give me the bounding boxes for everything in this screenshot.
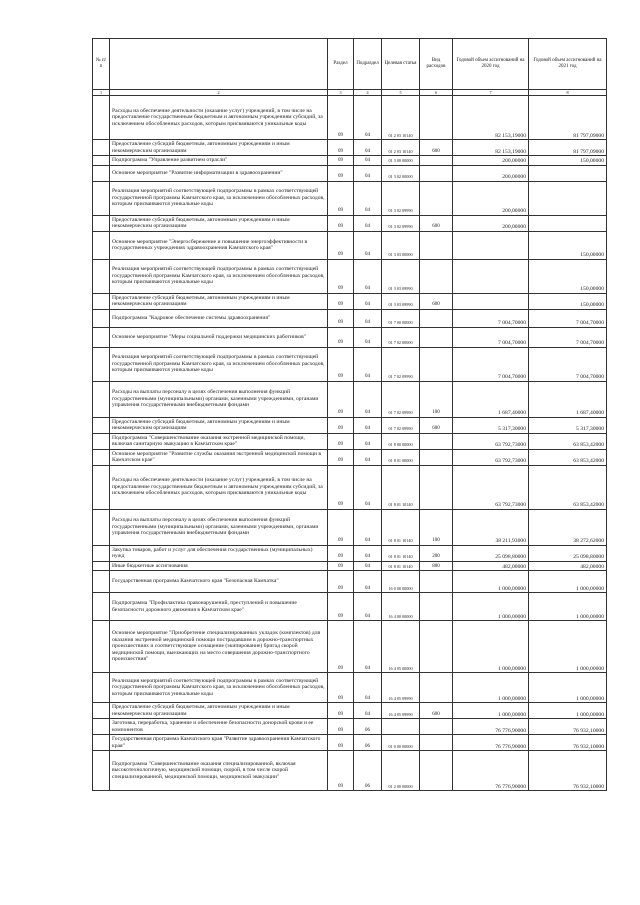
cell-num (93, 719, 110, 735)
cell-amount-2021: 1 687,40000 (529, 381, 607, 417)
col-number: 5 (382, 90, 420, 96)
cell-amount-2021: 81 797,09000 (529, 96, 607, 140)
cell-expense: 100 (420, 381, 453, 417)
table-row (93, 327, 607, 347)
cell-subsection: 04 (354, 593, 382, 621)
cell-section: 09 (328, 165, 354, 181)
cell-amount-2020 (453, 259, 529, 293)
cell-num (93, 735, 110, 751)
cell-subsection: 04 (354, 215, 382, 231)
cell-expense (420, 259, 453, 293)
cell-name: Основное мероприятие "Энергосбережение и повышение энергоэффективности в государственных учреждениях здравоохранения Камчатского края" (110, 231, 328, 259)
cell-amount-2020: 76 776,90000 (453, 719, 529, 735)
cell-subsection: 04 (354, 509, 382, 545)
cell-section: 09 (328, 673, 354, 703)
cell-section: 09 (328, 231, 354, 259)
cell-num (93, 96, 110, 140)
cell-section: 09 (328, 381, 354, 417)
cell-subsection: 04 (354, 259, 382, 293)
cell-target: 01 3 02 00000 (382, 165, 420, 181)
cell-amount-2020: 200,00000 (453, 165, 529, 181)
cell-expense (420, 327, 453, 347)
cell-subsection: 06 (354, 735, 382, 751)
cell-expense: 600 (420, 703, 453, 719)
cell-num (93, 449, 110, 465)
cell-num (93, 309, 110, 327)
cell-num (93, 381, 110, 417)
cell-amount-2020: 1 000,00000 (453, 571, 529, 593)
cell-target: 01 8 01 10140 (382, 509, 420, 545)
col-number: 2 (110, 90, 328, 96)
cell-target: 01 7 02 09990 (382, 347, 420, 381)
header-target: Целевая статья (382, 39, 420, 90)
cell-amount-2021: 150,00000 (529, 259, 607, 293)
cell-name: Реализация мероприятий соответствующей подпрограммы в рамках соответствующей государственной программы Камчатского края, за исключением обособленных расходов, которым присваиваются уникальные коды (110, 259, 328, 293)
cell-target: 01 7 02 09990 (382, 417, 420, 433)
cell-num (93, 673, 110, 703)
cell-section: 09 (328, 449, 354, 465)
cell-target: 01 3 02 09990 (382, 181, 420, 215)
header-row (93, 39, 607, 90)
cell-target: 16 0 00 00000 (382, 571, 420, 593)
table-row (93, 165, 607, 181)
cell-section: 09 (328, 509, 354, 545)
cell-target: 01 7 02 00000 (382, 327, 420, 347)
cell-section: 09 (328, 96, 354, 140)
table-body (93, 96, 607, 791)
cell-amount-2021: 482,00000 (529, 561, 607, 571)
cell-section: 09 (328, 571, 354, 593)
cell-amount-2021: 76 932,10000 (529, 751, 607, 791)
cell-num (93, 417, 110, 433)
cell-subsection: 06 (354, 751, 382, 791)
table-row (93, 465, 607, 509)
cell-name: Подпрограмма "Совершенствование оказания экстренной медицинской помощи, включая санитарную эвакуацию в Камчатском крае" (110, 433, 328, 449)
cell-expense (420, 96, 453, 140)
cell-amount-2020: 76 776,90000 (453, 751, 529, 791)
cell-name: Реализация мероприятий соответствующей подпрограммы в рамках соответствующей государственной программы Камчатского края, за исключением обособленных расходов, которым присваиваются уникальные коды (110, 673, 328, 703)
cell-subsection: 04 (354, 381, 382, 417)
cell-target: 01 7 02 09990 (382, 381, 420, 417)
cell-section: 09 (328, 347, 354, 381)
budget-sheet (92, 38, 606, 791)
cell-target: 01 3 02 09990 (382, 215, 420, 231)
cell-name: Предоставление субсидий бюджетным, автономным учреждениям и иным некоммерческим организациям (110, 215, 328, 231)
cell-section: 09 (328, 465, 354, 509)
cell-amount-2021: 76 932,10000 (529, 719, 607, 735)
cell-section: 09 (328, 140, 354, 156)
cell-amount-2021: 7 004,70000 (529, 327, 607, 347)
cell-section: 09 (328, 719, 354, 735)
header-num: № п/п (93, 39, 110, 90)
table-row (93, 509, 607, 545)
cell-expense (420, 309, 453, 327)
cell-expense: 600 (420, 215, 453, 231)
cell-amount-2020: 7 004,70000 (453, 347, 529, 381)
cell-expense: 100 (420, 509, 453, 545)
cell-subsection: 04 (354, 673, 382, 703)
cell-amount-2020: 63 792,73000 (453, 465, 529, 509)
cell-name: Основное мероприятие "Развитие информатизации в здравоохранении" (110, 165, 328, 181)
cell-name: Предоставление субсидий бюджетным, автономным учреждениям и иным некоммерческим организациям (110, 140, 328, 156)
cell-target: 01 2 03 10140 (382, 96, 420, 140)
cell-amount-2021: 1 000,00000 (529, 571, 607, 593)
cell-expense: 600 (420, 417, 453, 433)
cell-name: Расходы на обеспечение деятельности (оказание услуг) учреждений, в том числе на предоставление государственным бюджетным и автономным учреждениям субсидий, за исключением обособленных расходов, которым присваиваются уникальные коды (110, 96, 328, 140)
cell-num (93, 156, 110, 166)
header-section: Раздел (328, 39, 354, 90)
cell-section: 09 (328, 703, 354, 719)
table-row (93, 545, 607, 561)
col-number: 3 (328, 90, 354, 96)
table-row (93, 561, 607, 571)
cell-expense (420, 156, 453, 166)
cell-amount-2021 (529, 165, 607, 181)
cell-target: 16 4 00 00000 (382, 593, 420, 621)
cell-expense (420, 751, 453, 791)
col-number: 6 (420, 90, 453, 96)
cell-subsection: 04 (354, 621, 382, 673)
header-name (110, 39, 328, 90)
cell-amount-2021: 150,00000 (529, 293, 607, 309)
cell-subsection: 04 (354, 417, 382, 433)
cell-subsection: 04 (354, 545, 382, 561)
cell-amount-2021: 1 000,00000 (529, 703, 607, 719)
cell-section: 09 (328, 181, 354, 215)
cell-amount-2020: 1 000,00000 (453, 593, 529, 621)
cell-expense (420, 735, 453, 751)
cell-name: Основное мероприятие "Приобретение специализированных укладок (комплектов) для оказания экстренной медицинской помощи пострадавшим в дорожно-транспортных происшествиях и соответствующее оснащение (экипирование) бригад скорой медицинской помощи, выезжающих на место совершения дорожно-транспортного происшествия" (110, 621, 328, 673)
cell-expense (420, 673, 453, 703)
cell-subsection: 04 (354, 571, 382, 593)
cell-section: 09 (328, 215, 354, 231)
header-expense: Вид расходов (420, 39, 453, 90)
cell-subsection: 04 (354, 231, 382, 259)
cell-amount-2020: 63 792,73000 (453, 449, 529, 465)
table-row (93, 735, 607, 751)
cell-name: Расходы на выплаты персоналу в целях обеспечения выполнения функций государственными (муниципальными) органами, казенными учреждениями, органами управления государственными внебюджетными фондами (110, 381, 328, 417)
cell-subsection: 04 (354, 96, 382, 140)
cell-subsection: 04 (354, 309, 382, 327)
cell-section: 09 (328, 561, 354, 571)
cell-section: 09 (328, 621, 354, 673)
cell-name: Подпрограмма "Совершенствование оказания специализированной, включая высокотехнологичную, медицинской помощи, скорой, в том числе скорой специализированной, медицинской помощи, медицинской эвакуации" (110, 751, 328, 791)
cell-section: 09 (328, 593, 354, 621)
cell-num (93, 259, 110, 293)
cell-name: Предоставление субсидий бюджетным, автономным учреждениям и иным некоммерческим организациям (110, 293, 328, 309)
cell-num (93, 181, 110, 215)
cell-target: 01 7 00 00000 (382, 309, 420, 327)
cell-target: 01 3 03 00000 (382, 231, 420, 259)
cell-amount-2021: 38 272,62000 (529, 509, 607, 545)
table-row (93, 215, 607, 231)
cell-num (93, 571, 110, 593)
cell-amount-2020: 63 792,73000 (453, 433, 529, 449)
cell-expense (420, 181, 453, 215)
cell-subsection: 04 (354, 181, 382, 215)
col-number: 1 (93, 90, 110, 96)
cell-name: Подпрограмма "Управление развитием отрасли" (110, 156, 328, 166)
cell-section: 09 (328, 293, 354, 309)
cell-amount-2021: 150,00000 (529, 156, 607, 166)
cell-section: 09 (328, 417, 354, 433)
cell-amount-2020: 7 004,70000 (453, 309, 529, 327)
cell-amount-2021: 1 000,00000 (529, 673, 607, 703)
cell-subsection: 04 (354, 327, 382, 347)
cell-amount-2020: 200,00000 (453, 215, 529, 231)
cell-name: Реализация мероприятий соответствующей подпрограммы в рамках соответствующей государственной программы Камчатского края, за исключением обособленных расходов, которым присваиваются уникальные коды (110, 181, 328, 215)
cell-subsection: 04 (354, 156, 382, 166)
cell-section: 09 (328, 156, 354, 166)
cell-amount-2020 (453, 293, 529, 309)
cell-amount-2020: 5 317,30000 (453, 417, 529, 433)
cell-amount-2021: 81 797,09000 (529, 140, 607, 156)
cell-name: Подпрограмма "Кадровое обеспечение системы здравоохранения" (110, 309, 328, 327)
cell-amount-2020: 25 098,80000 (453, 545, 529, 561)
table-row (93, 751, 607, 791)
cell-num (93, 465, 110, 509)
table-row (93, 96, 607, 140)
header-subsection: Подраздел (354, 39, 382, 90)
cell-subsection: 04 (354, 347, 382, 381)
cell-num (93, 561, 110, 571)
cell-amount-2021 (529, 215, 607, 231)
cell-target: 01 8 01 10140 (382, 465, 420, 509)
cell-expense: 200 (420, 545, 453, 561)
cell-amount-2021 (529, 181, 607, 215)
cell-amount-2020: 200,00000 (453, 181, 529, 215)
cell-num (93, 165, 110, 181)
cell-target: 16 4 05 09990 (382, 703, 420, 719)
cell-amount-2021: 5 317,30000 (529, 417, 607, 433)
table-row (93, 381, 607, 417)
table-header (93, 39, 607, 96)
cell-name: Основное мероприятие "Меры социальной поддержки медицинских работников" (110, 327, 328, 347)
cell-expense (420, 449, 453, 465)
cell-num (93, 509, 110, 545)
table-row (93, 703, 607, 719)
cell-amount-2020: 1 000,00000 (453, 703, 529, 719)
col-number: 4 (354, 90, 382, 96)
cell-target: 01 3 03 09990 (382, 293, 420, 309)
cell-amount-2021: 1 000,00000 (529, 621, 607, 673)
cell-expense: 600 (420, 293, 453, 309)
cell-amount-2020: 76 776,90000 (453, 735, 529, 751)
table-row (93, 621, 607, 673)
cell-amount-2021: 63 853,42000 (529, 465, 607, 509)
table-row (93, 347, 607, 381)
cell-amount-2021: 63 853,42000 (529, 433, 607, 449)
cell-target: 01 8 01 10140 (382, 545, 420, 561)
table-row (93, 293, 607, 309)
table-row (93, 593, 607, 621)
cell-subsection: 04 (354, 465, 382, 509)
cell-amount-2020: 1 687,40000 (453, 381, 529, 417)
cell-section: 09 (328, 327, 354, 347)
cell-amount-2020: 482,00000 (453, 561, 529, 571)
col-number: 7 (453, 90, 529, 96)
cell-name: Государственная программа Камчатского края "Развитие здравоохранения Камчатского края" (110, 735, 328, 751)
table-row (93, 309, 607, 327)
cell-num (93, 347, 110, 381)
cell-target (382, 719, 420, 735)
table-row (93, 231, 607, 259)
cell-num (93, 293, 110, 309)
header-2020: Годовой объем ассигнований на 2020 год (453, 39, 529, 90)
cell-num (93, 140, 110, 156)
cell-expense (420, 571, 453, 593)
cell-target: 16 4 05 00000 (382, 621, 420, 673)
cell-subsection: 04 (354, 165, 382, 181)
cell-num (93, 593, 110, 621)
cell-subsection: 04 (354, 293, 382, 309)
cell-expense (420, 593, 453, 621)
cell-amount-2020: 1 000,00000 (453, 673, 529, 703)
cell-name: Расходы на обеспечение деятельности (оказание услуг) учреждений, в том числе на предоставление государственным бюджетным и автономным учреждениям субсидий, за исключением обособленных расходов, которым присваиваются уникальные коды (110, 465, 328, 509)
table-row (93, 673, 607, 703)
cell-subsection: 04 (354, 561, 382, 571)
cell-num (93, 327, 110, 347)
table-row (93, 259, 607, 293)
cell-num (93, 703, 110, 719)
cell-amount-2021: 150,00000 (529, 231, 607, 259)
table-row (93, 571, 607, 593)
cell-num (93, 751, 110, 791)
table-row (93, 433, 607, 449)
cell-section: 09 (328, 751, 354, 791)
cell-section: 09 (328, 735, 354, 751)
cell-target: 01 3 03 09990 (382, 259, 420, 293)
table-row (93, 181, 607, 215)
cell-name: Закупка товаров, работ и услуг для обеспечения государственных (муниципальных) нужд (110, 545, 328, 561)
cell-amount-2020: 82 153,19000 (453, 140, 529, 156)
cell-amount-2021: 76 932,10000 (529, 735, 607, 751)
cell-num (93, 231, 110, 259)
cell-amount-2020: 38 211,93000 (453, 509, 529, 545)
table-row (93, 140, 607, 156)
cell-name: Государственная программа Камчатского края "Безопасная Камчатка" (110, 571, 328, 593)
cell-expense (420, 621, 453, 673)
cell-amount-2021: 25 098,80000 (529, 545, 607, 561)
cell-num (93, 545, 110, 561)
cell-name: Реализация мероприятий соответствующей подпрограммы в рамках соответствующей государственной программы Камчатского края, за исключением обособленных расходов, которым присваиваются уникальные коды (110, 347, 328, 381)
cell-num (93, 215, 110, 231)
cell-amount-2021: 63 853,42000 (529, 449, 607, 465)
cell-name: Основное мероприятие "Развитие службы оказания экстренной медицинской помощи в Камчатском крае" (110, 449, 328, 465)
cell-amount-2020: 7 004,70000 (453, 327, 529, 347)
cell-amount-2021: 1 000,00000 (529, 593, 607, 621)
cell-target: 01 8 01 00000 (382, 449, 420, 465)
cell-subsection: 04 (354, 433, 382, 449)
cell-subsection: 04 (354, 703, 382, 719)
cell-target: 16 4 05 09990 (382, 673, 420, 703)
cell-expense (420, 231, 453, 259)
cell-target: 01 0 00 00000 (382, 735, 420, 751)
cell-subsection: 04 (354, 140, 382, 156)
cell-target: 01 2 00 00000 (382, 751, 420, 791)
header-2021: Годовой объем ассигнований на 2021 год (529, 39, 607, 90)
cell-subsection: 04 (354, 449, 382, 465)
cell-target: 01 3 00 00000 (382, 156, 420, 166)
cell-name: Заготовка, переработка, хранение и обеспечение безопасности донорской крови и ее компонентов (110, 719, 328, 735)
cell-amount-2020: 200,00000 (453, 156, 529, 166)
cell-expense: 600 (420, 140, 453, 156)
cell-num (93, 433, 110, 449)
table-row (93, 417, 607, 433)
cell-name: Иные бюджетные ассигнования (110, 561, 328, 571)
cell-name: Предоставление субсидий бюджетным, автономным учреждениям и иным некоммерческим организациям (110, 417, 328, 433)
cell-amount-2021: 7 004,70000 (529, 347, 607, 381)
table-row (93, 719, 607, 735)
budget-table (92, 38, 607, 791)
cell-amount-2020: 82 153,19000 (453, 96, 529, 140)
cell-amount-2021: 7 004,70000 (529, 309, 607, 327)
cell-section: 09 (328, 545, 354, 561)
col-number: 8 (529, 90, 607, 96)
cell-expense (420, 465, 453, 509)
cell-section: 09 (328, 259, 354, 293)
cell-expense: 800 (420, 561, 453, 571)
cell-name: Подпрограмма "Профилактика правонарушений, преступлений и повышение безопасности дорожного движения в Камчатском крае" (110, 593, 328, 621)
cell-name: Расходы на выплаты персоналу в целях обеспечения выполнения функций государственными (муниципальными) органами, казенными учреждениями, органами управления государственными внебюджетными фондами (110, 509, 328, 545)
cell-amount-2020: 1 000,00000 (453, 621, 529, 673)
cell-section: 09 (328, 433, 354, 449)
cell-target: 01 2 03 10140 (382, 140, 420, 156)
cell-expense (420, 433, 453, 449)
cell-expense (420, 347, 453, 381)
cell-num (93, 621, 110, 673)
cell-section: 09 (328, 309, 354, 327)
table-row (93, 156, 607, 166)
cell-expense (420, 165, 453, 181)
cell-target: 01 8 00 00000 (382, 433, 420, 449)
table-row (93, 449, 607, 465)
cell-target: 01 8 01 10140 (382, 561, 420, 571)
cell-name: Предоставление субсидий бюджетным, автономным учреждениям и иным некоммерческим организациям (110, 703, 328, 719)
cell-amount-2020 (453, 231, 529, 259)
cell-subsection: 06 (354, 719, 382, 735)
cell-expense (420, 719, 453, 735)
